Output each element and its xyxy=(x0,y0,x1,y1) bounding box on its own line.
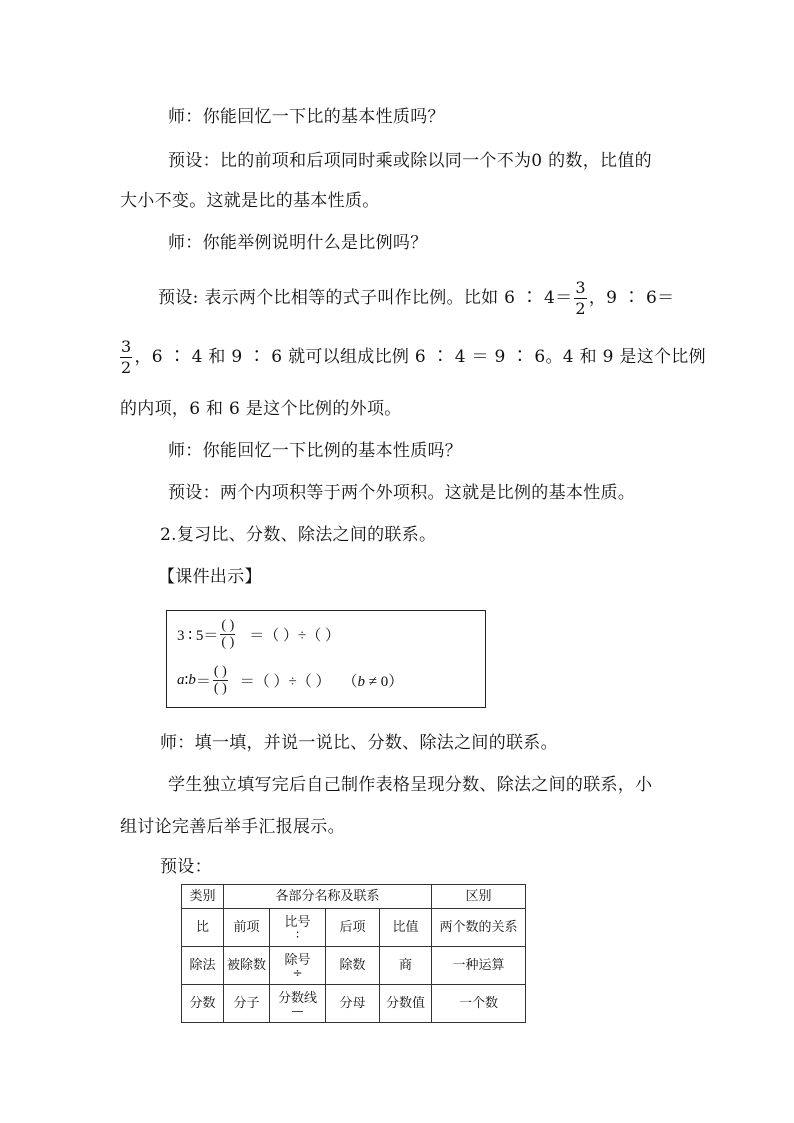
cell-difference: 一种运算 xyxy=(432,947,526,985)
fraction-numerator: 3 xyxy=(575,278,586,297)
row2-division: ＝（ ）÷（ ） xyxy=(239,674,331,690)
table-row xyxy=(182,947,526,985)
symbol-label: 除号 xyxy=(284,952,311,968)
cell-front: 被除数 xyxy=(224,947,270,985)
row1-fraction-bottom: ( ) xyxy=(221,635,235,650)
cell-back: 除数 xyxy=(326,947,380,985)
paragraph-teacher-question-1: 师：你能回忆一下比的基本性质吗？ xyxy=(168,107,445,127)
courseware-row-2 xyxy=(177,665,403,696)
paragraph-preset-1a: 预设：比的前项和后项同时乘或除以同一个不为0 的数，比值的 xyxy=(168,151,652,171)
cell-type: 比 xyxy=(182,909,224,947)
header-difference: 区别 xyxy=(432,885,526,909)
header-category: 类别 xyxy=(182,885,224,909)
courseware-label: 【课件出示】 xyxy=(158,567,262,587)
row2-var-a: a xyxy=(177,672,185,688)
cell-type: 分数 xyxy=(182,985,224,1023)
symbol-glyph: ∶ xyxy=(295,927,300,942)
courseware-box xyxy=(166,610,486,708)
row2-cond-open: （ xyxy=(342,674,358,690)
cell-symbol xyxy=(270,909,326,947)
table-header-row xyxy=(182,885,526,909)
paragraph-teacher-instruction: 师：填一填，并说一说比、分数、除法之间的联系。 xyxy=(160,733,558,753)
fraction-three-halves-2 xyxy=(120,339,132,376)
fraction-numerator-2: 3 xyxy=(121,337,132,356)
paragraph-preset-2c: 的内项，6 和 6 是这个比例的外项。 xyxy=(120,399,402,419)
table-row xyxy=(182,909,526,947)
paragraph-teacher-question-3: 师：你能回忆一下比例的基本性质吗？ xyxy=(168,441,463,461)
paragraph-student-2: 组讨论完善后举手汇报展示。 xyxy=(120,817,345,837)
cell-difference: 两个数的关系 xyxy=(432,909,526,947)
symbol-glyph: — xyxy=(291,1003,304,1018)
preset-label: 预设： xyxy=(160,857,212,877)
cell-value: 分数值 xyxy=(380,985,432,1023)
row2-condition xyxy=(342,670,403,691)
cell-type: 除法 xyxy=(182,947,224,985)
cell-value: 商 xyxy=(380,947,432,985)
preset-2a-tail: ，9 ∶ 6＝ xyxy=(588,288,675,308)
cell-back: 分母 xyxy=(326,985,380,1023)
cell-front: 前项 xyxy=(224,909,270,947)
row1-division: ＝（ ）÷（ ） xyxy=(249,628,340,644)
fraction-denominator-2: 2 xyxy=(121,358,132,377)
cell-symbol xyxy=(270,947,326,985)
row2-colon: ∶ xyxy=(184,673,189,689)
row2-cond-var: b xyxy=(357,674,365,690)
relation-table xyxy=(181,884,526,1023)
section-heading-2: 2.复习比、分数、除法之间的联系。 xyxy=(160,525,437,545)
row2-var-b: b xyxy=(188,672,196,688)
symbol-label: 分数线 xyxy=(277,990,317,1006)
row1-ratio: 3 ∶ 5＝ xyxy=(177,628,219,644)
row2-eq: ＝ xyxy=(195,674,211,690)
paragraph-preset-2b xyxy=(118,334,706,380)
paragraph-teacher-question-2: 师：你能举例说明什么是比例吗？ xyxy=(168,233,428,253)
row2-fraction-top: ( ) xyxy=(213,664,227,679)
paragraph-student-1: 学生独立填写完后自己制作表格呈现分数、除法之间的联系，小 xyxy=(168,775,653,795)
paragraph-preset-1b: 大小不变。这就是比的基本性质。 xyxy=(120,191,380,211)
paragraph-preset-3: 预设：两个内项积等于两个外项积。这就是比例的基本性质。 xyxy=(168,483,636,503)
cell-back: 后项 xyxy=(326,909,380,947)
row1-fraction xyxy=(220,619,235,650)
cell-value: 比值 xyxy=(380,909,432,947)
fraction-three-halves xyxy=(574,280,586,317)
paragraph-preset-2a xyxy=(158,275,674,321)
symbol-glyph: ÷ xyxy=(292,965,303,980)
fraction-denominator: 2 xyxy=(575,299,586,318)
table-row xyxy=(182,985,526,1023)
preset-2b-text: ，6 ∶ 4 和 9 ∶ 6 就可以组成比例 6 ∶ 4 ＝ 9 ∶ 6。4 和 9 是这个比例 xyxy=(134,347,706,367)
preset-2a-text: 预设: 表示两个比相等的式子叫作比例。比如 6 ∶ 4＝ xyxy=(158,288,573,308)
row2-fraction xyxy=(213,665,228,696)
header-parts: 各部分名称及联系 xyxy=(224,885,432,909)
cell-difference: 一个数 xyxy=(432,985,526,1023)
courseware-row-1 xyxy=(177,619,340,650)
row2-cond-rest: ≠ 0） xyxy=(365,674,404,690)
cell-symbol xyxy=(270,985,326,1023)
symbol-label: 比号 xyxy=(284,914,311,930)
row1-fraction-top: ( ) xyxy=(221,618,235,633)
cell-front: 分子 xyxy=(224,985,270,1023)
row2-fraction-bottom: ( ) xyxy=(213,681,227,696)
